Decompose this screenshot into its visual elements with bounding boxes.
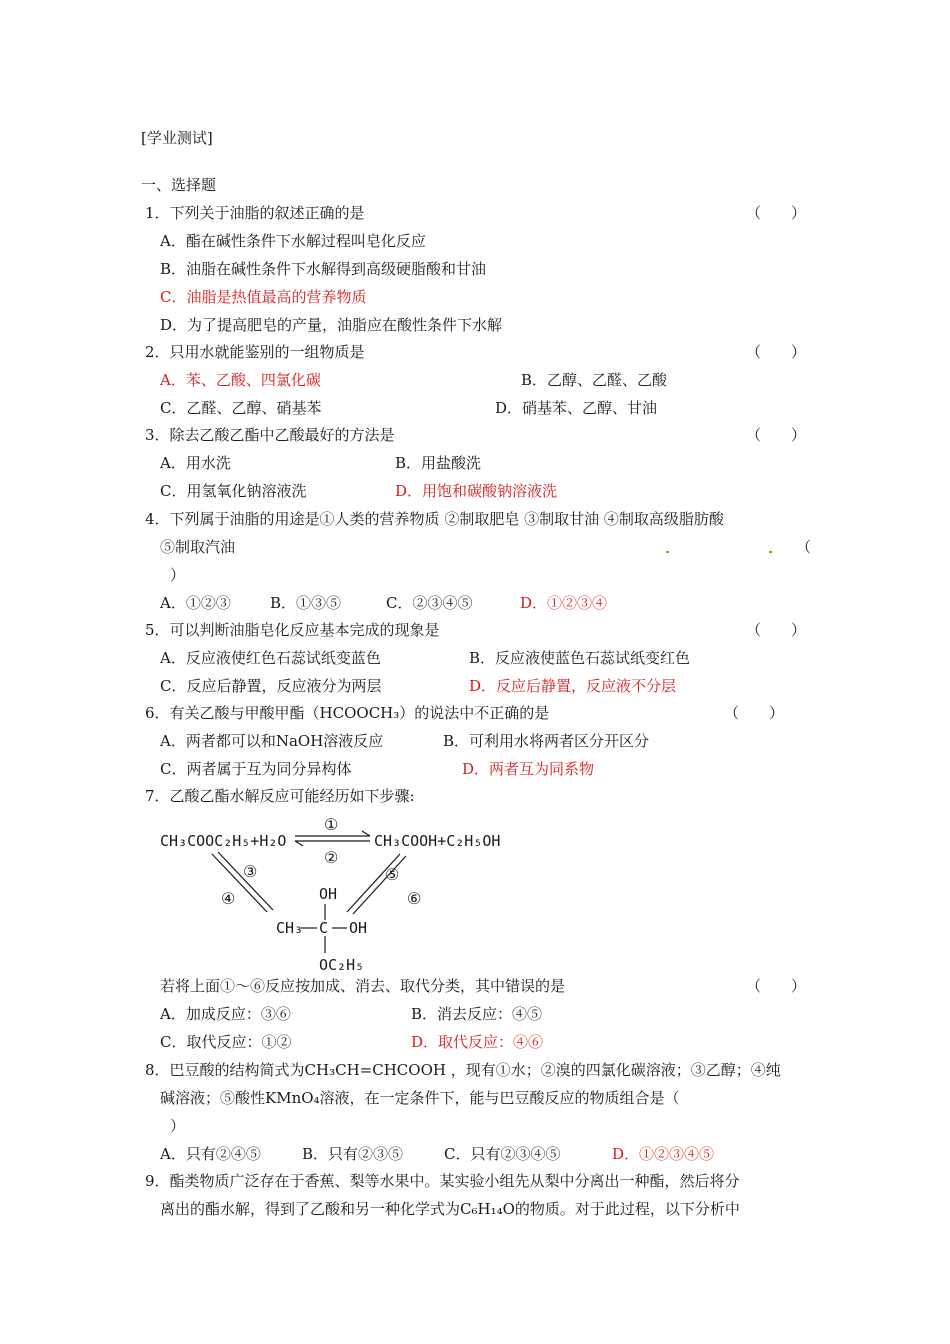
section-heading: [学业测试] (141, 129, 213, 147)
q3-option-b: B．用盐酸洗 (395, 454, 482, 472)
q5-answer-blank: （ ） (746, 621, 807, 639)
q3-answer-blank: （ ） (746, 426, 807, 444)
q9-stem: 9．酯类物质广泛存在于香蕉、梨等水果中。某实验小组先从梨中分离出一种酯，然后将分 (145, 1172, 740, 1190)
q4-paren-open: （ (796, 538, 812, 556)
intermediate-central-carbon: C (319, 919, 329, 937)
q8-stem-continued: 碱溶液；⑤酸性KMnO₄溶液，在一定条件下，能与巴豆酸反应的物质组合是（ (160, 1089, 680, 1107)
intermediate-ch3: CH₃ (276, 919, 304, 937)
q3-option-c: C．用氢氧化钠溶液洗 (160, 482, 307, 500)
q9-stem-continued: 离出的酯水解，得到了乙酸和另一种化学式为C₆H₁₄O的物质。对于此过程，以下分析中 (160, 1200, 740, 1218)
q8-paren-close: ） (170, 1117, 186, 1135)
q3-option-d-correct: D．用饱和碳酸钠溶液洗 (395, 482, 558, 500)
q8-option-c: C．只有②③④⑤ (444, 1145, 561, 1163)
q8-option-a: A．只有②④⑤ (160, 1145, 261, 1163)
q7-option-b: B．消去反应：④⑤ (411, 1005, 543, 1023)
q4-option-c: C．②③④⑤ (386, 594, 473, 612)
q3-stem: 3．除去乙酸乙酯中乙酸最好的方法是 (145, 426, 395, 444)
stray-dot-mark (769, 551, 772, 553)
step-label-5: ⑤ (385, 865, 400, 884)
q6-option-a: A．两者都可以和NaOH溶液反应 (160, 732, 384, 750)
q5-option-c: C．反应后静置，反应液分为两层 (160, 677, 382, 695)
q1-option-b: B．油脂在碱性条件下水解得到高级硬脂酸和甘油 (160, 260, 487, 278)
ester-hydrolysis-scheme (155, 812, 525, 977)
q1-option-c-correct: C．油脂是热值最高的营养物质 (160, 288, 367, 306)
q5-option-a: A．反应液使红色石蕊试纸变蓝色 (160, 649, 381, 667)
q7-option-c: C．取代反应：①② (160, 1033, 292, 1051)
intermediate-oh-top: OH (319, 885, 338, 903)
q2-option-d: D．硝基苯、乙醇、甘油 (495, 399, 658, 417)
q6-answer-blank: （ ） (724, 704, 785, 722)
q6-option-b: B．可利用水将两者区分开区分 (443, 732, 650, 750)
q2-option-b: B．乙醇、乙醛、乙酸 (521, 371, 668, 389)
q5-option-d-correct: D．反应后静置，反应液不分层 (469, 677, 677, 695)
q2-option-c: C．乙醛、乙醇、硝基苯 (160, 399, 322, 417)
q1-stem: 1．下列关于油脂的叙述正确的是 (145, 204, 365, 222)
q1-option-a: A．酯在碱性条件下水解过程叫皂化反应 (160, 232, 426, 250)
q7-stem-continued: 若将上面①～⑥反应按加成、消去、取代分类，其中错误的是 (160, 977, 566, 995)
q8-option-b: B．只有②③⑤ (302, 1145, 404, 1163)
q1-option-d: D．为了提高肥皂的产量，油脂应在酸性条件下水解 (160, 316, 503, 334)
q4-option-d-correct: D．①②③④ (520, 594, 608, 612)
step-label-6: ⑥ (407, 889, 422, 908)
q7-answer-blank: （ ） (746, 977, 807, 995)
question-type-title: 一、选择题 (141, 176, 217, 194)
q1-answer-blank: （ ） (746, 204, 807, 222)
intermediate-oh-right: OH (349, 919, 368, 937)
q7-stem: 7．乙酸乙酯水解反应可能经历如下步骤: (145, 787, 415, 805)
step-label-4: ④ (221, 889, 236, 908)
q6-option-c: C．两者属于互为同分异构体 (160, 760, 352, 778)
step-label-3: ③ (243, 862, 258, 881)
q4-option-a: A．①②③ (160, 594, 231, 612)
q8-option-d-correct: D．①②③④⑤ (612, 1145, 715, 1163)
step-label-2: ② (324, 848, 339, 867)
stray-dot-mark (666, 551, 669, 553)
intermediate-oc2h5: OC₂H₅ (319, 956, 365, 974)
q5-stem: 5．可以判断油脂皂化反应基本完成的现象是 (145, 621, 440, 639)
scheme-reactants: CH₃COOC₂H₅+H₂O (160, 832, 287, 850)
q2-answer-blank: （ ） (746, 343, 807, 361)
q2-stem: 2．只用水就能鉴别的一组物质是 (145, 343, 365, 361)
q6-stem: 6．有关乙酸与甲酸甲酯（HCOOCH₃）的说法中不正确的是 (145, 704, 550, 722)
q8-stem: 8．巴豆酸的结构简式为CH₃CH=CHCOOH ，现有①水；②溴的四氯化碳溶液；③乙醇；④纯 (145, 1061, 781, 1079)
q6-option-d-correct: D．两者互为同系物 (462, 760, 595, 778)
scheme-products: CH₃COOH+C₂H₅OH (374, 832, 501, 850)
q7-option-a: A．加成反应：③⑥ (160, 1005, 291, 1023)
q4-option-b: B．①③⑤ (270, 594, 342, 612)
step-label-1: ① (324, 815, 339, 834)
q5-option-b: B．反应液使蓝色石蕊试纸变红色 (469, 649, 691, 667)
q4-stem: 4．下列属于油脂的用途是①人类的营养物质 ②制取肥皂 ③制取甘油 ④制取高级脂肪酸 (145, 510, 724, 528)
q4-paren-close: ） (170, 566, 186, 584)
q2-option-a-correct: A．苯、乙酸、四氯化碳 (160, 371, 321, 389)
q7-option-d-correct: D．取代反应：④⑥ (411, 1033, 544, 1051)
q3-option-a: A．用水洗 (160, 454, 231, 472)
q4-stem-continued: ⑤制取汽油 (160, 538, 236, 556)
